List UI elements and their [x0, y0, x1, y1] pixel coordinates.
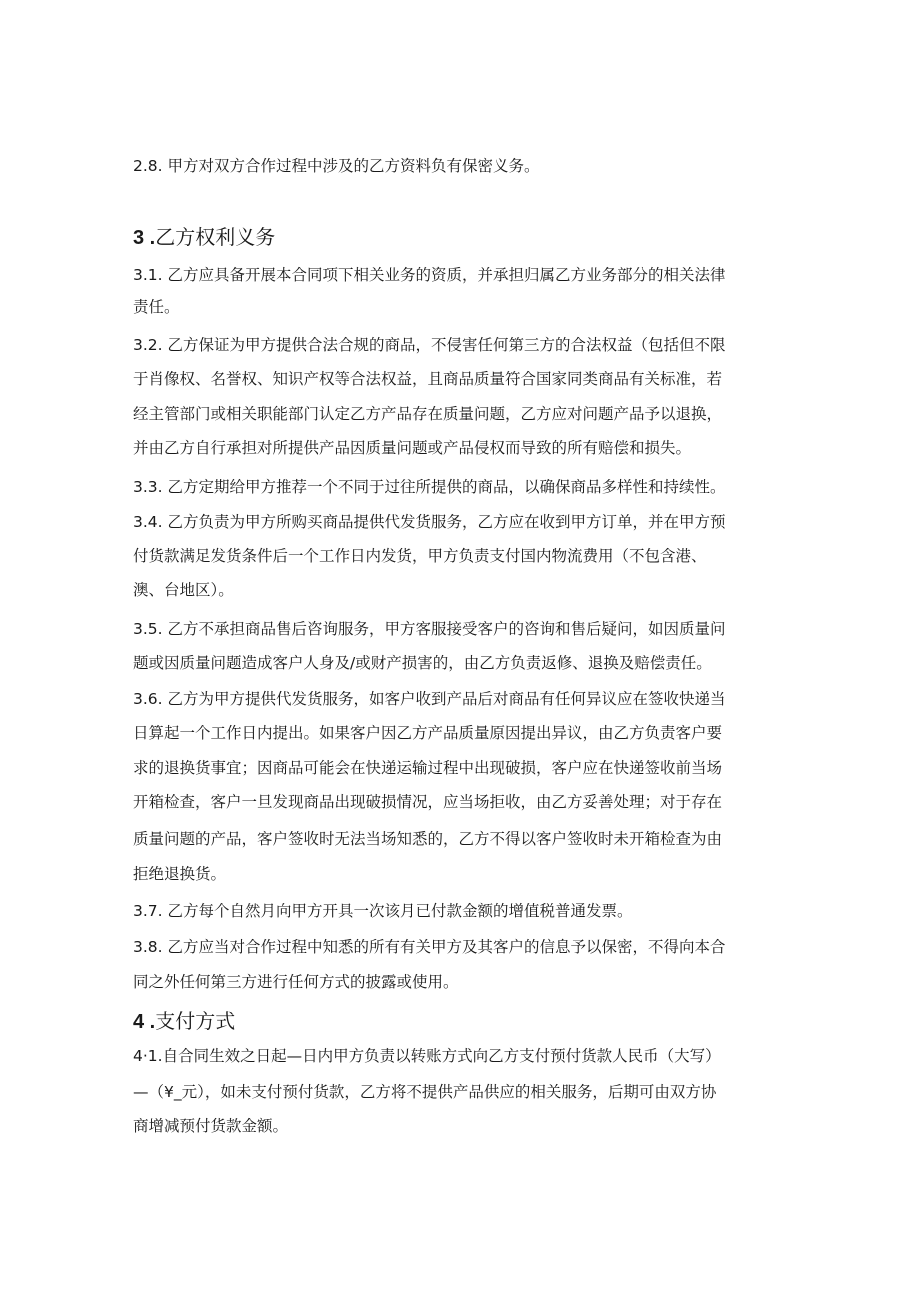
clause-line: 4·1.自合同生效之日起—日内甲方负责以转账方式向乙方支付预付货款人民币（大写） — [133, 1047, 721, 1065]
clause-line: 3.3. 乙方定期给甲方推荐一个不同于过往所提供的商品，以确保商品多样性和持续性。 — [133, 478, 726, 496]
clause-2-8: 2.8. 甲方对双方合作过程中涉及的乙方资料负有保密义务。 — [133, 157, 540, 175]
clause-line: 责任。 — [133, 298, 180, 316]
clause-line: 3.8. 乙方应当对合作过程中知悉的所有有关甲方及其客户的信息予以保密，不得向本合 — [133, 938, 726, 956]
section-3-number: 3 . — [133, 227, 156, 249]
clause-line: 日算起一个工作日内提出。如果客户因乙方产品质量原因提出异议，由乙方负责客户要 — [133, 724, 723, 742]
section-4-heading — [133, 1008, 235, 1035]
clause-line: 3.2. 乙方保证为甲方提供合法合规的商品，不侵害任何第三方的合法权益（包括但不限 — [133, 336, 726, 354]
section-4-title: 支付方式 — [155, 1009, 236, 1033]
clause-line: 3.1. 乙方应具备开展本合同项下相关业务的资质，并承担归属乙方业务部分的相关法律 — [133, 266, 726, 284]
clause-line: 开箱检查，客户一旦发现商品出现破损情况，应当场拒收，由乙方妥善处理；对于存在 — [133, 793, 723, 811]
clause-line: 题或因质量问题造成客户人身及/或财产损害的，由乙方负责返修、退换及赔偿责任。 — [133, 654, 712, 672]
section-4-number: 4 . — [133, 1011, 156, 1033]
clause-line: 3.4. 乙方负责为甲方所购买商品提供代发货服务，乙方应在收到甲方订单，并在甲方预 — [133, 513, 726, 531]
section-3-title: 乙方权利义务 — [155, 225, 276, 249]
clause-line: 付货款满足发货条件后一个工作日内发货，甲方负责支付国内物流费用（不包含港、 — [133, 547, 707, 565]
clause-line: 商增减预付货款金额。 — [133, 1117, 289, 1135]
clause-line: 同之外任何第三方进行任何方式的披露或使用。 — [133, 973, 459, 991]
clause-line: 3.7. 乙方每个自然月向甲方开具一次该月已付款金额的增值税普通发票。 — [133, 902, 633, 920]
clause-line: 澳、台地区）。 — [133, 581, 234, 599]
clause-line: 求的退换货事宜；因商品可能会在快递运输过程中出现破损，客户应在快递签收前当场 — [133, 759, 723, 777]
clause-line: 于肖像权、名誉权、知识产权等合法权益，且商品质量符合国家同类商品有关标准，若 — [133, 370, 723, 388]
clause-line: 质量问题的产品，客户签收时无法当场知悉的，乙方不得以客户签收时未开箱检查为由 — [133, 830, 723, 848]
clause-line: —（¥_元），如未支付预付货款，乙方将不提供产品供应的相关服务，后期可由双方协 — [133, 1083, 717, 1101]
clause-line: 拒绝退换货。 — [133, 865, 227, 883]
clause-line: 经主管部门或相关职能部门认定乙方产品存在质量问题，乙方应对问题产品予以退换， — [133, 405, 723, 423]
clause-line: 3.5. 乙方不承担商品售后咨询服务，甲方客服接受客户的咨询和售后疑问，如因质量问 — [133, 620, 726, 638]
clause-line: 并由乙方自行承担对所提供产品因质量问题或产品侵权而导致的所有赔偿和损失。 — [133, 439, 692, 457]
section-3-heading — [133, 224, 275, 251]
clause-line: 3.6. 乙方为甲方提供代发货服务，如客户收到产品后对商品有任何异议应在签收快递当 — [133, 690, 726, 708]
